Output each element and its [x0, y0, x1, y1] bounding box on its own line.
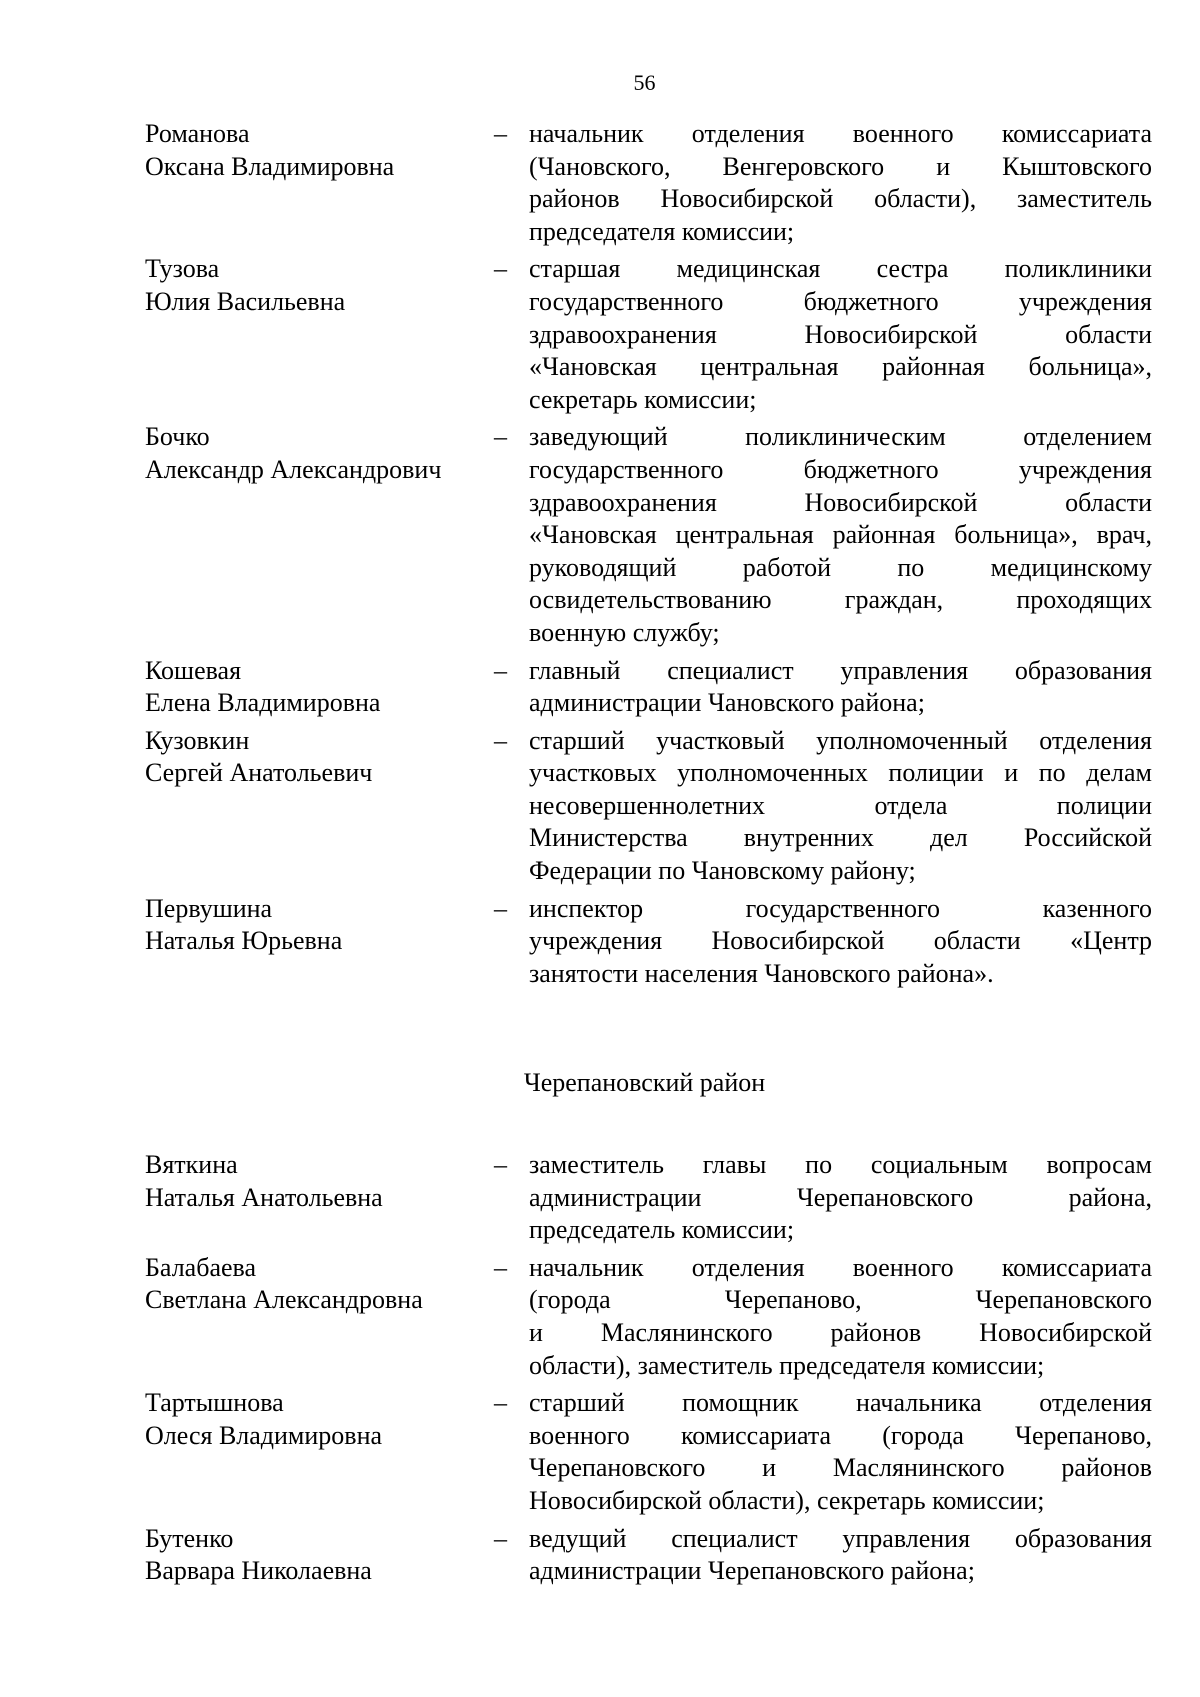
separator-dash: –	[494, 119, 507, 148]
position-line: секретарь комиссии;	[529, 384, 757, 414]
position-line: администрации Черепановского района,	[529, 1182, 1152, 1212]
member-name	[0, 655, 494, 720]
position-line: занятости населения Чановского района».	[529, 958, 994, 988]
member-position	[529, 1387, 1152, 1517]
member-given-names: Юлия Васильевна	[145, 286, 346, 316]
position-line: районов Новосибирской области), заместитель	[529, 184, 1152, 214]
member-row	[0, 893, 1200, 991]
position-line: «Чановская центральная районная больница», врач,	[529, 520, 1152, 550]
position-line: старший участковый уполномоченный отделения	[529, 725, 1152, 755]
member-row	[0, 253, 1200, 416]
position-line: государственного бюджетного учреждения	[529, 286, 1152, 316]
member-given-names: Наталья Юрьевна	[145, 926, 343, 956]
member-position	[529, 253, 1152, 416]
separator-dash: –	[494, 1252, 507, 1282]
position-line: здравоохранения Новосибирской области	[529, 487, 1152, 517]
member-position	[529, 655, 1152, 720]
member-position	[529, 1149, 1152, 1247]
position-line: заместитель главы по социальным вопросам	[529, 1150, 1152, 1179]
member-position	[529, 421, 1152, 649]
member-row	[0, 421, 1200, 649]
member-given-names: Елена Владимировна	[145, 688, 381, 718]
member-surname: Тузова	[145, 254, 220, 284]
position-line: Черепановского и Маслянинского районов	[529, 1453, 1152, 1483]
separator-dash: –	[494, 655, 507, 685]
position-line: администрации Чановского района;	[529, 688, 925, 718]
position-line: начальник отделения военного комиссариата	[529, 119, 1152, 148]
member-row	[0, 655, 1200, 720]
member-row	[0, 1252, 1200, 1382]
section-title-cherepanovsky: Черепановский район	[523, 1068, 766, 1097]
member-given-names: Варвара Николаевна	[145, 1556, 372, 1586]
position-line: председатель комиссии;	[529, 1215, 795, 1245]
member-position	[529, 118, 1152, 248]
position-line: председателя комиссии;	[529, 216, 795, 246]
member-name	[0, 1149, 494, 1247]
commission-list-cherepanovsky	[0, 1149, 1200, 1593]
member-name	[0, 893, 494, 991]
position-line: военного комиссариата (города Черепаново,	[529, 1420, 1152, 1450]
position-line: главный специалист управления образования	[529, 655, 1152, 685]
position-line: освидетельствованию граждан, проходящих	[529, 585, 1152, 615]
member-name	[0, 421, 494, 649]
member-surname: Первушина	[145, 893, 273, 923]
position-line: здравоохранения Новосибирской области	[529, 319, 1152, 349]
separator-dash: –	[494, 1388, 507, 1418]
member-surname: Бутенко	[145, 1523, 234, 1553]
separator-dash: –	[494, 1523, 507, 1553]
member-row	[0, 1387, 1200, 1517]
position-line: инспектор государственного казенного	[529, 893, 1152, 923]
position-line: администрации Черепановского района;	[529, 1556, 975, 1586]
member-name	[0, 725, 494, 888]
position-line: государственного бюджетного учреждения	[529, 454, 1152, 484]
position-line: Новосибирской области), секретарь комиссии;	[529, 1485, 1045, 1515]
member-name	[0, 1387, 494, 1517]
position-line: несовершеннолетних отдела полиции	[529, 790, 1152, 820]
member-position	[529, 893, 1152, 991]
position-line: военную службу;	[529, 617, 720, 647]
member-surname: Кошевая	[145, 655, 242, 685]
member-row	[0, 1149, 1200, 1247]
member-given-names: Наталья Анатольевна	[145, 1182, 383, 1212]
separator-dash: –	[494, 893, 507, 923]
position-line: начальник отделения военного комиссариата	[529, 1252, 1152, 1282]
position-line: Министерства внутренних дел Российской	[529, 823, 1152, 853]
member-name	[0, 253, 494, 416]
member-row	[0, 725, 1200, 888]
page-number: 56	[633, 70, 656, 95]
member-surname: Бочко	[145, 422, 210, 452]
member-given-names: Олеся Владимировна	[145, 1420, 383, 1450]
position-line: учреждения Новосибирской области «Центр	[529, 926, 1152, 956]
commission-list-chanovsky	[0, 118, 1200, 995]
position-line: участковых уполномоченных полиции и по делам	[529, 758, 1152, 788]
position-line: руководящий работой по медицинскому	[529, 552, 1152, 582]
position-line: (города Черепаново, Черепановского	[529, 1285, 1152, 1315]
position-line: ведущий специалист управления образования	[529, 1523, 1152, 1553]
position-line: Федерации по Чановскому району;	[529, 856, 916, 886]
member-position	[529, 1523, 1152, 1588]
separator-dash: –	[494, 1150, 507, 1179]
member-given-names: Оксана Владимировна	[145, 151, 395, 181]
member-row	[0, 118, 1200, 248]
member-position	[529, 1252, 1152, 1382]
separator-dash: –	[494, 422, 507, 452]
position-line: (Чановского, Венгеровского и Кыштовского	[529, 151, 1152, 181]
member-given-names: Александр Александрович	[145, 454, 442, 484]
member-surname: Кузовкин	[145, 725, 250, 755]
position-line: заведующий поликлиническим отделением	[529, 422, 1152, 452]
member-row	[0, 1523, 1200, 1588]
member-name	[0, 1523, 494, 1588]
member-given-names: Светлана Александровна	[145, 1285, 423, 1315]
member-surname: Тартышнова	[145, 1388, 284, 1418]
member-surname: Вяткина	[145, 1150, 238, 1179]
position-line: старший помощник начальника отделения	[529, 1388, 1152, 1418]
member-name	[0, 1252, 494, 1382]
position-line: старшая медицинская сестра поликлиники	[529, 254, 1152, 284]
member-name	[0, 118, 494, 248]
position-line: области), заместитель председателя комиссии;	[529, 1350, 1045, 1380]
position-line: «Чановская центральная районная больница»,	[529, 352, 1152, 382]
separator-dash: –	[494, 725, 507, 755]
member-surname: Балабаева	[145, 1252, 256, 1282]
position-line: и Маслянинского районов Новосибирской	[529, 1317, 1152, 1347]
member-given-names: Сергей Анатольевич	[145, 758, 373, 788]
member-surname: Романова	[145, 119, 250, 148]
separator-dash: –	[494, 254, 507, 284]
member-position	[529, 725, 1152, 888]
